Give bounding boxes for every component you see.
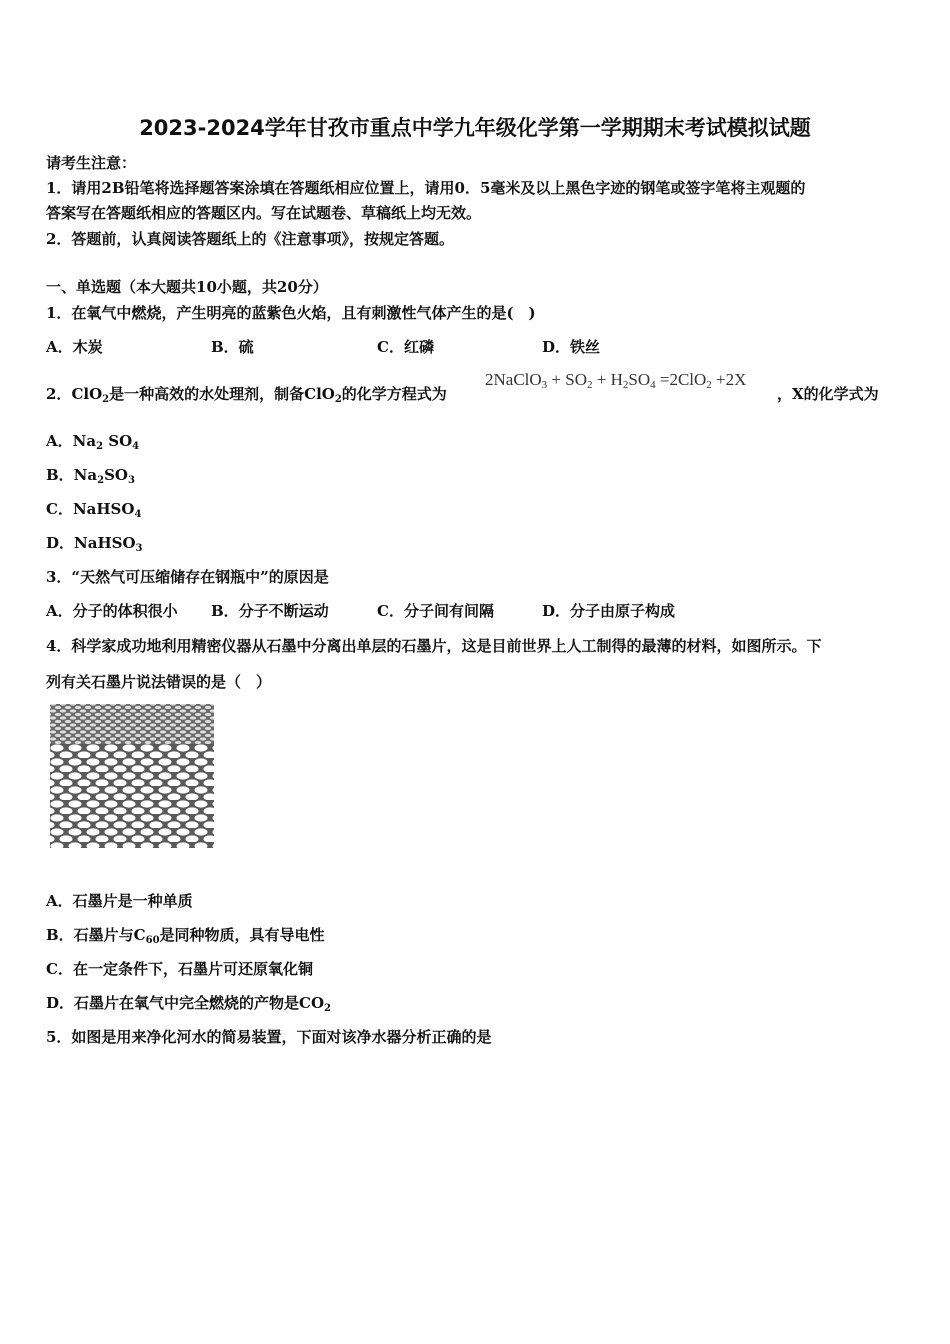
page-title: 2023-2024学年甘孜市重点中学九年级化学第一学期期末考试模拟试题 <box>139 116 811 140</box>
q3-option-c: C．分子间有间隔 <box>377 602 494 620</box>
q1-option-d: D．铁丝 <box>542 338 601 356</box>
q1-option-b: B．硫 <box>211 338 254 356</box>
q2-option-a: A．$Na_2$ $SO_4$ <box>46 432 140 452</box>
q1-stem: 1．在氧气中燃烧，产生明亮的蓝紫色火焰，且有刺激性气体产生的是( ) <box>46 304 536 322</box>
notice-line-2: 答案写在答题纸相应的答题区内。写在试题卷、草稿纸上均无效。 <box>46 204 482 222</box>
q2-option-c: C．NaHSO$_4$ <box>46 500 142 520</box>
q4-option-d: D．石墨片在氧气中完全燃烧的产物是$CO_2$ <box>46 994 331 1014</box>
q2-option-d: D．NaHSO$_3$ <box>46 534 143 554</box>
q2-stem: 2．ClO$_2$是一种高效的水处理剂，制备ClO$_2$的化学方程式为 <box>46 385 447 405</box>
q5-stem: 5．如图是用来净化河水的简易装置，下面对该净水器分析正确的是 <box>46 1028 492 1046</box>
q2-equation: 2NaClO$_3$ + $SO_2 + H_2SO_4 =2ClO_2 +2X$ <box>485 370 747 391</box>
q1-option-c: C．红磷 <box>377 338 434 356</box>
q4-option-a: A．石墨片是一种单质 <box>46 892 193 910</box>
q3-option-a: A．分子的体积很小 <box>46 602 178 620</box>
q3-stem: 3．“天然气可压缩储存在钢瓶中”的原因是 <box>46 568 329 586</box>
q2-option-b: B．$Na_2SO_3$ <box>46 466 135 486</box>
q3-option-b: B．分子不断运动 <box>211 602 329 620</box>
q4-option-b: B．石墨片与$C_{60}$是同种物质，具有导电性 <box>46 926 325 946</box>
q1-option-a: A．木炭 <box>46 338 103 356</box>
q4-option-c: C．在一定条件下，石墨片可还原氧化铜 <box>46 960 313 978</box>
q2-stem-tail: ，X的化学式为 <box>777 385 879 403</box>
notice-line-3: 2．答题前，认真阅读答题纸上的《注意事项》，按规定答题。 <box>46 230 454 248</box>
section-heading: 一、单选题（本大题共10小题，共20分） <box>46 278 328 296</box>
graphene-figure <box>48 702 216 850</box>
q4-stem-line-1: 4．科学家成功地利用精密仪器从石墨中分离出单层的石墨片，这是目前世界上人工制得的最薄的材料，如图所示。下 <box>46 637 822 655</box>
q4-stem-line-2: 列有关石墨片说法错误的是（ ） <box>46 673 272 691</box>
notice-heading: 请考生注意： <box>46 154 137 172</box>
notice-line-1: 1．请用2B铅笔将选择题答案涂填在答题纸相应位置上，请用0．5毫米及以上黑色字迹的钢笔或签字笔将主观题的 <box>46 179 806 197</box>
q3-option-d: D．分子由原子构成 <box>542 602 676 620</box>
